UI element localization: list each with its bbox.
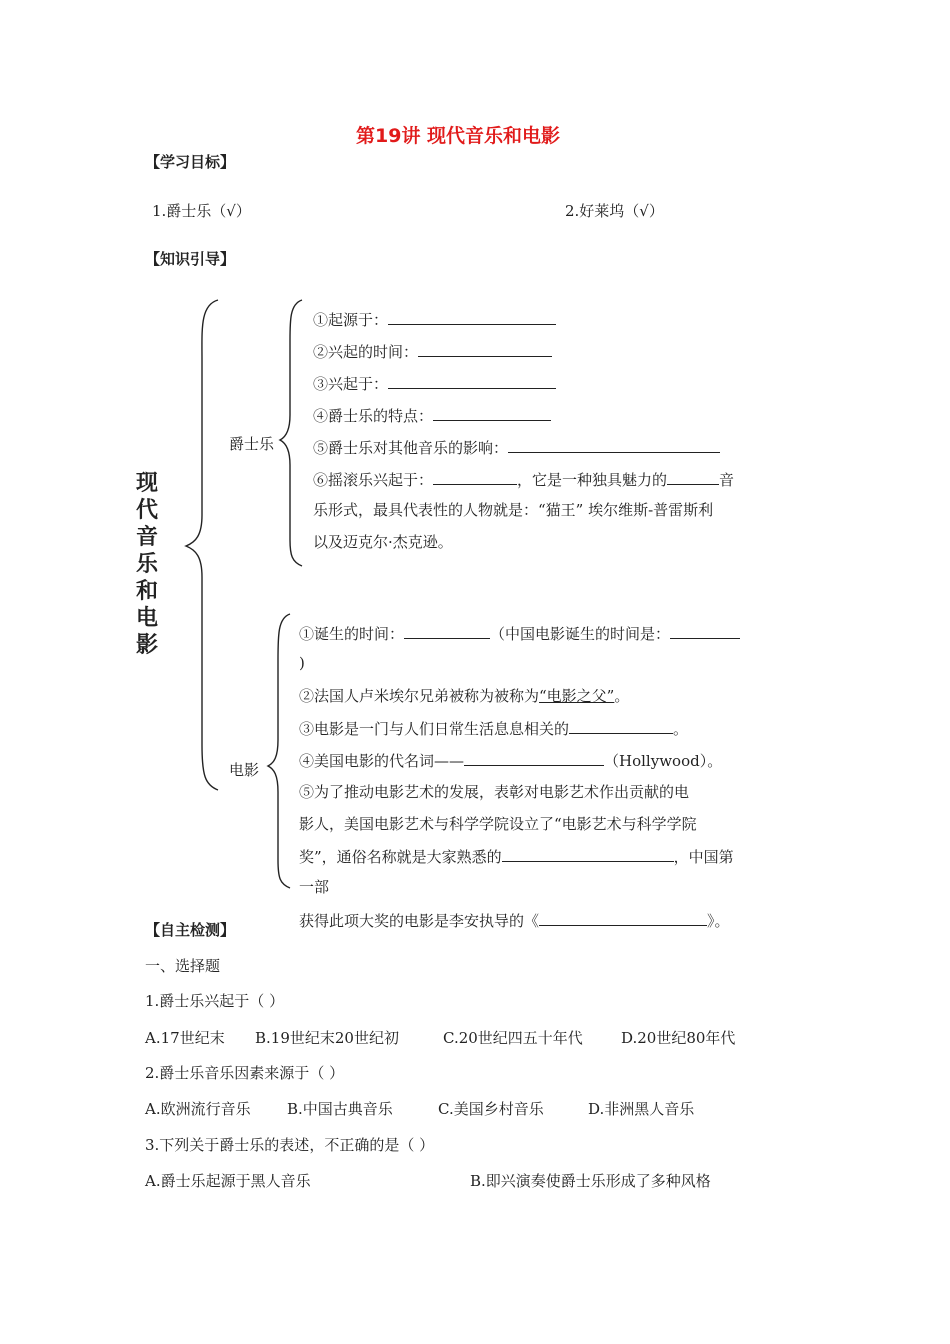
question-1: 1.爵士乐兴起于（ ）	[145, 992, 285, 1010]
film-line-birth-close: )	[299, 654, 305, 672]
root-brace	[186, 300, 218, 790]
blank-jazz-time[interactable]	[418, 341, 552, 357]
blank-rock-origin[interactable]	[433, 469, 517, 485]
blank-jazz-place[interactable]	[388, 373, 556, 389]
film-line-oscar-1: ⑤为了推动电影艺术的发展，表彰对电影艺术作出贡献的电	[299, 783, 690, 801]
blank-film-synonym[interactable]	[464, 750, 604, 766]
question-3-option-a[interactable]: A.爵士乐起源于黑人音乐	[145, 1172, 311, 1190]
film-line-oscar-4: 一部	[299, 878, 330, 896]
exercise-heading: 一、选择题	[145, 957, 221, 975]
film-line-lumiere: ②法国人卢米埃尔兄弟被称为被称为“电影之父”。	[299, 687, 630, 705]
section-heading-goals: 【学习目标】	[145, 153, 236, 171]
film-line-oscar-5: 获得此项大奖的电影是李安执导的《 》。	[299, 912, 730, 930]
goal-item-jazz: 1.爵士乐（√）	[152, 202, 251, 220]
jazz-line-origin: ①起源于：	[313, 309, 556, 330]
blank-jazz-origin[interactable]	[388, 309, 556, 325]
question-1-option-b[interactable]: B.19世纪末20世纪初	[255, 1029, 399, 1047]
mindmap-root-title: 现代音乐和电影	[135, 471, 158, 658]
blank-jazz-features[interactable]	[433, 405, 551, 421]
film-brace	[268, 614, 290, 888]
jazz-line-influence: ⑤爵士乐对其他音乐的影响：	[313, 437, 720, 458]
branch-label-jazz: 爵士乐	[229, 435, 275, 453]
question-2: 2.爵士乐音乐因素来源于（ ）	[145, 1064, 345, 1082]
jazz-line-features: ④爵士乐的特点：	[313, 405, 551, 426]
question-1-option-a[interactable]: A.17世纪末	[145, 1029, 225, 1047]
question-2-option-b[interactable]: B.中国古典音乐	[287, 1100, 393, 1118]
blank-rock-type[interactable]	[667, 469, 719, 485]
film-line-oscar-3: 奖”，通俗名称就是大家熟悉的 ，中国第	[299, 848, 734, 866]
question-2-option-c[interactable]: C.美国乡村音乐	[438, 1100, 544, 1118]
jazz-line-place: ③兴起于：	[313, 373, 556, 394]
jazz-line-rock: ⑥摇滚乐兴起于： ，它是一种独具魅力的 音	[313, 471, 735, 489]
blank-oscar-name[interactable]	[502, 846, 674, 862]
question-3-option-b[interactable]: B.即兴演奏使爵士乐形成了多种风格	[470, 1172, 711, 1190]
blank-ang-lee-film[interactable]	[539, 910, 707, 926]
question-1-option-c[interactable]: C.20世纪四五十年代	[443, 1029, 583, 1047]
branch-label-film: 电影	[229, 761, 260, 779]
film-line-synonym: ④美国电影的代名词—— （Hollywood）。	[299, 752, 723, 770]
blank-film-life[interactable]	[569, 718, 673, 734]
question-2-option-a[interactable]: A.欧洲流行音乐	[145, 1100, 251, 1118]
section-heading-selfcheck: 【自主检测】	[145, 921, 236, 939]
jazz-brace	[280, 300, 302, 566]
blank-jazz-influence[interactable]	[508, 437, 720, 453]
film-line-birth: ①诞生的时间： （中国电影诞生的时间是：	[299, 623, 740, 644]
blank-film-birth[interactable]	[404, 623, 490, 639]
jazz-line-rock-cont: 乐形式，最具代表性的人物就是：“猫王” 埃尔维斯-普雷斯利	[313, 501, 714, 519]
film-line-oscar-2: 影人，美国电影艺术与科学学院设立了“电影艺术与科学学院	[299, 815, 697, 833]
question-1-option-d[interactable]: D.20世纪80年代	[621, 1029, 736, 1047]
goal-item-hollywood: 2.好莱坞（√）	[565, 202, 664, 220]
section-heading-guide: 【知识引导】	[145, 250, 236, 268]
page-title: 第19讲 现代音乐和电影	[356, 125, 561, 147]
jazz-line-rock-end: 以及迈克尔·杰克逊。	[313, 533, 453, 551]
jazz-line-time: ②兴起的时间：	[313, 341, 552, 362]
question-2-option-d[interactable]: D.非洲黑人音乐	[588, 1100, 695, 1118]
question-3: 3.下列关于爵士乐的表述，不正确的是（ ）	[145, 1136, 435, 1154]
film-line-life: ③电影是一门与人们日常生活息息相关的 。	[299, 720, 689, 738]
blank-china-film-birth[interactable]	[670, 623, 740, 639]
